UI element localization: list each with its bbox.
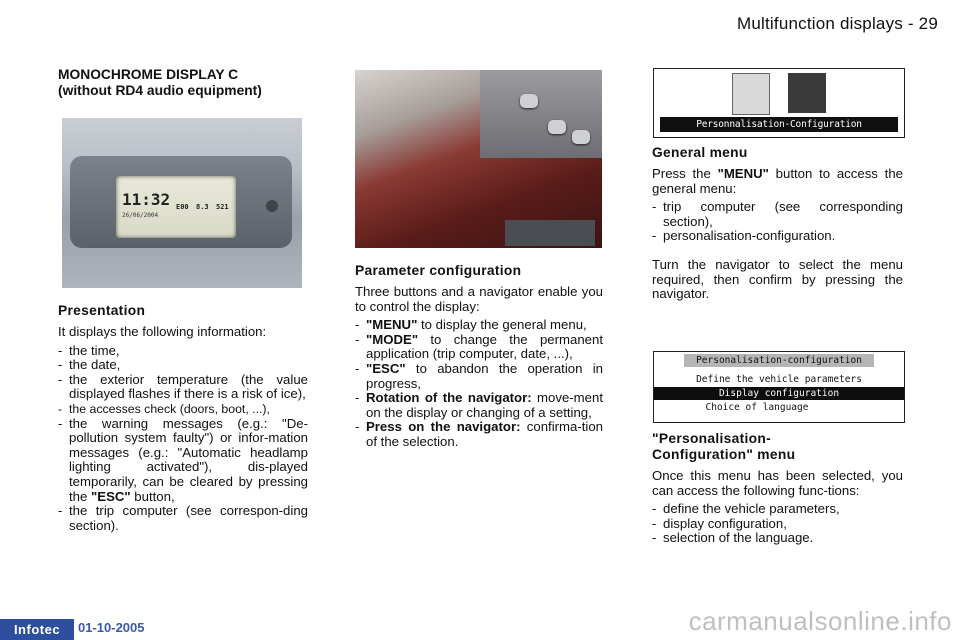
parameter-section — [355, 263, 603, 450]
monochrome-screen — [116, 176, 236, 238]
screen-menu-row: Choice of language — [705, 402, 809, 413]
intro-text: button to access the general menu: — [652, 166, 903, 196]
list-item: - display configuration, — [652, 517, 903, 532]
item-text: to abandon the operation in progress, — [366, 360, 603, 391]
list-item — [355, 318, 603, 333]
key-label: "ESC" — [366, 360, 406, 376]
infotec-logo: Infotec — [0, 619, 74, 640]
photo-button — [520, 94, 538, 108]
display-knob — [266, 200, 278, 212]
parameter-intro: Three buttons and a navigator enable you to control the display: — [355, 284, 603, 314]
list-item: - define the vehicle parameters, — [652, 502, 903, 517]
general-menu-heading: General menu — [652, 145, 748, 160]
display-bezel — [70, 156, 292, 248]
list-item: - selection of the language. — [652, 531, 903, 546]
general-menu-section — [652, 145, 903, 306]
screen-menu-bar: Personnalisation-Configuration — [660, 117, 898, 132]
switch-panel — [505, 220, 595, 246]
item-text: to change the permanent application (trip computer, date, ...), — [366, 331, 603, 362]
parameter-list — [355, 318, 603, 449]
screen-menu-row-selected: Display configuration — [654, 387, 904, 400]
list-item — [355, 333, 603, 362]
presentation-list — [58, 344, 308, 534]
section-subtitle: (without RD4 audio equipment) — [58, 82, 262, 98]
presentation-section — [58, 303, 308, 533]
key-label: "MENU" — [366, 317, 418, 333]
left-column — [58, 67, 308, 98]
list-item: - the time, — [58, 344, 308, 359]
watermark: carmanualsonline.info — [688, 606, 952, 636]
item-text: the warning messages (e.g.: "De-pollution system faulty") or infor-mation messages (e.g.: "Automatic headlamp lighting activated"), dis-played temporarily, can be cleared by pressing the — [69, 415, 308, 504]
display-value: 521 — [216, 203, 229, 211]
page-header: Multifunction displays - 29 — [737, 14, 938, 33]
item-text: confirma-tion of the selection. — [366, 419, 603, 449]
personalisation-intro: Once this menu has been selected, you can access the following func-tions: — [652, 468, 903, 498]
photo-button — [548, 120, 566, 134]
dashboard-display-photo — [62, 118, 302, 288]
display-time: 11:32 — [122, 190, 171, 209]
display-value: 8.3 — [196, 203, 209, 211]
personalisation-section — [652, 431, 903, 546]
list-item — [58, 417, 308, 505]
key-label: "MODE" — [366, 331, 419, 347]
key-label: Press on the navigator: — [366, 419, 521, 435]
personalisation-heading: Configuration" menu — [652, 447, 796, 462]
list-item: - personalisation-configuration. — [652, 229, 903, 244]
fuel-pump-icon — [732, 73, 770, 115]
display-date: 26/06/2004 — [122, 212, 159, 219]
general-menu-note: Turn the navigator to select the menu required, then confirm by pressing the navigator. — [652, 256, 903, 302]
list-item — [355, 391, 603, 420]
list-item — [355, 420, 603, 449]
personalisation-heading: "Personalisation- — [652, 431, 771, 446]
key-label: Rotation of the navigator: — [366, 390, 532, 406]
presentation-intro: It displays the following information: — [58, 324, 267, 339]
menu-key-label: "MENU" — [717, 166, 769, 181]
list-item: - the date, — [58, 358, 308, 373]
control-buttons-closeup — [480, 70, 602, 158]
list-item: - trip computer (see corresponding section), — [652, 200, 903, 229]
section-title: MONOCHROME DISPLAY C — [58, 67, 239, 82]
list-item — [355, 362, 603, 391]
footer-date: 01-10-2005 — [78, 620, 145, 635]
esc-key-label: "ESC" — [91, 488, 131, 504]
personalisation-menu-screen — [653, 351, 905, 423]
item-text: move-ment on the display or changing of a setting, — [366, 390, 603, 420]
intro-text: Press the — [652, 166, 718, 181]
general-menu-intro — [652, 167, 903, 196]
list-item: - the exterior temperature (the value displayed flashes if there is a risk of ice), — [58, 373, 308, 402]
presentation-heading: Presentation — [58, 303, 146, 318]
list-item: - the trip computer (see correspon-ding section). — [58, 504, 308, 533]
screen-title-row: Personalisation-configuration — [684, 354, 874, 367]
item-text: button, — [130, 488, 175, 504]
list-item: - the accesses check (doors, boot, ...), — [58, 402, 308, 417]
display-value: E00 — [176, 203, 189, 211]
photo-button — [572, 130, 590, 144]
general-menu-list — [652, 200, 903, 244]
item-text: to display the general menu, — [417, 317, 587, 333]
personalisation-list — [652, 502, 903, 546]
screen-menu-row: Define the vehicle parameters — [696, 374, 862, 385]
car-interior-photo — [355, 70, 602, 248]
settings-sliders-icon — [788, 73, 826, 113]
parameter-heading: Parameter configuration — [355, 263, 522, 278]
general-menu-screen — [653, 68, 905, 138]
